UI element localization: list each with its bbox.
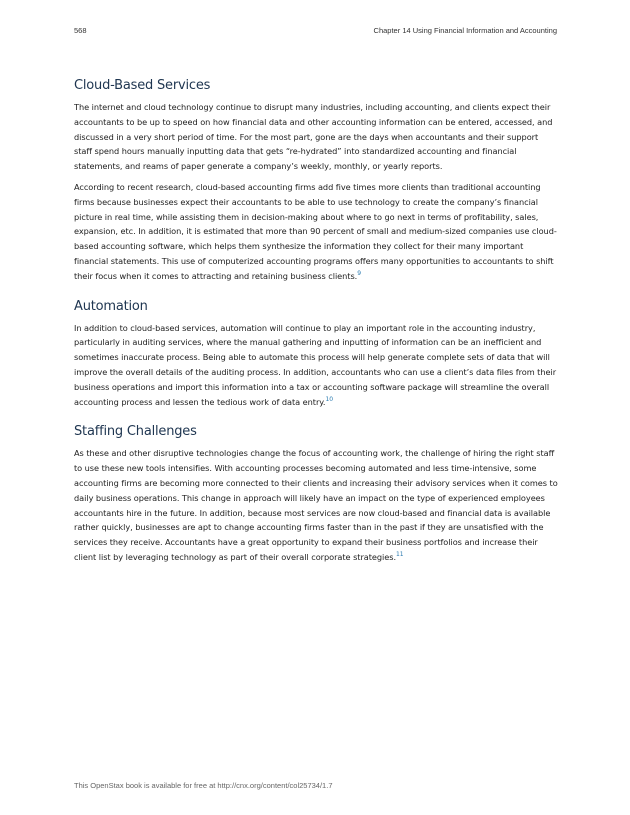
paragraph bbox=[74, 321, 558, 410]
footnote-link[interactable]: 9 bbox=[357, 269, 362, 277]
page-number: 568 bbox=[74, 26, 87, 35]
paragraph-text: In addition to cloud-based services, automation will continue to play an important role in the accounting industry, particularly in auditing services, where the manual gathering and inputting of information can be an inefficient and sometimes inaccurate process. Being able to automate this process will help generate complete sets of data that will improve the overall details of the auditing process. In addition, accountants who can use a client’s data files from their business operations and import this information into a tax or accounting software package will streamline the overall accounting process and lessen the tedious work of data entry. bbox=[74, 322, 557, 407]
chapter-title: Chapter 14 Using Financial Information and Accounting bbox=[373, 26, 557, 35]
paragraph-text: As these and other disruptive technologies change the focus of accounting work, the challenge of hiring the right staff to use these new tools intensifies. With accounting processes becoming automated and less time-intensive, some accounting firms are becoming more connected to their clients and increasing their advisory services when it comes to daily business operations. This change in approach will likely have an impact on the type of experienced employees accountants hire in the future. In addition, because most services are now cloud-based and financial data is available rather quickly, businesses are apt to change accounting firms faster than in the past if they are unsatisfied with the services they receive. Accountants have a great opportunity to expand their business portfolios and increase their client list by leveraging technology as part of their overall corporate strategies. bbox=[74, 448, 558, 562]
section-heading: Cloud-Based Services bbox=[74, 78, 211, 93]
paragraph bbox=[74, 446, 558, 564]
page-footer: This OpenStax book is available for free at http://cnx.org/content/col25734/1.7 bbox=[74, 781, 333, 790]
section-heading: Staffing Challenges bbox=[74, 424, 197, 440]
section-automation bbox=[74, 299, 558, 410]
section-staffing-challenges bbox=[74, 424, 558, 564]
section-cloud-based-services bbox=[74, 78, 558, 284]
footnote-link[interactable]: 10 bbox=[325, 395, 333, 403]
paragraph bbox=[74, 180, 558, 284]
section-heading: Automation bbox=[74, 298, 148, 314]
page-content bbox=[74, 78, 558, 571]
paragraph: The internet and cloud technology continue to disrupt many industries, including accounting, and clients expect their accountants to be up to speed on how financial data and other accounting information can be entered, accessed, and discussed in a very short period of time. For the most part, gone are the days when accountants and their support staff spend hours manually inputting data that gets “re-hydrated” into standardized accounting and financial statements, and reams of paper generate a company’s weekly, monthly, or yearly reports. bbox=[74, 102, 553, 172]
footnote-link[interactable]: 11 bbox=[396, 550, 404, 558]
paragraph-text: According to recent research, cloud-based accounting firms add five times more clients than traditional accounting firms because businesses expect their accountants to be able to use technology to create the company’s financial picture in real time, while assisting them in decision-making about where to go next in terms of profitability, sales, expansion, etc. In addition, it is estimated that more than 90 percent of small and medium-sized companies use cloud-based accounting software, which helps them synthesize the information they collect for their many important financial statements. This use of computerized accounting programs offers many opportunities to accountants to shift their focus when it comes to attracting and retaining business clients. bbox=[74, 181, 557, 281]
